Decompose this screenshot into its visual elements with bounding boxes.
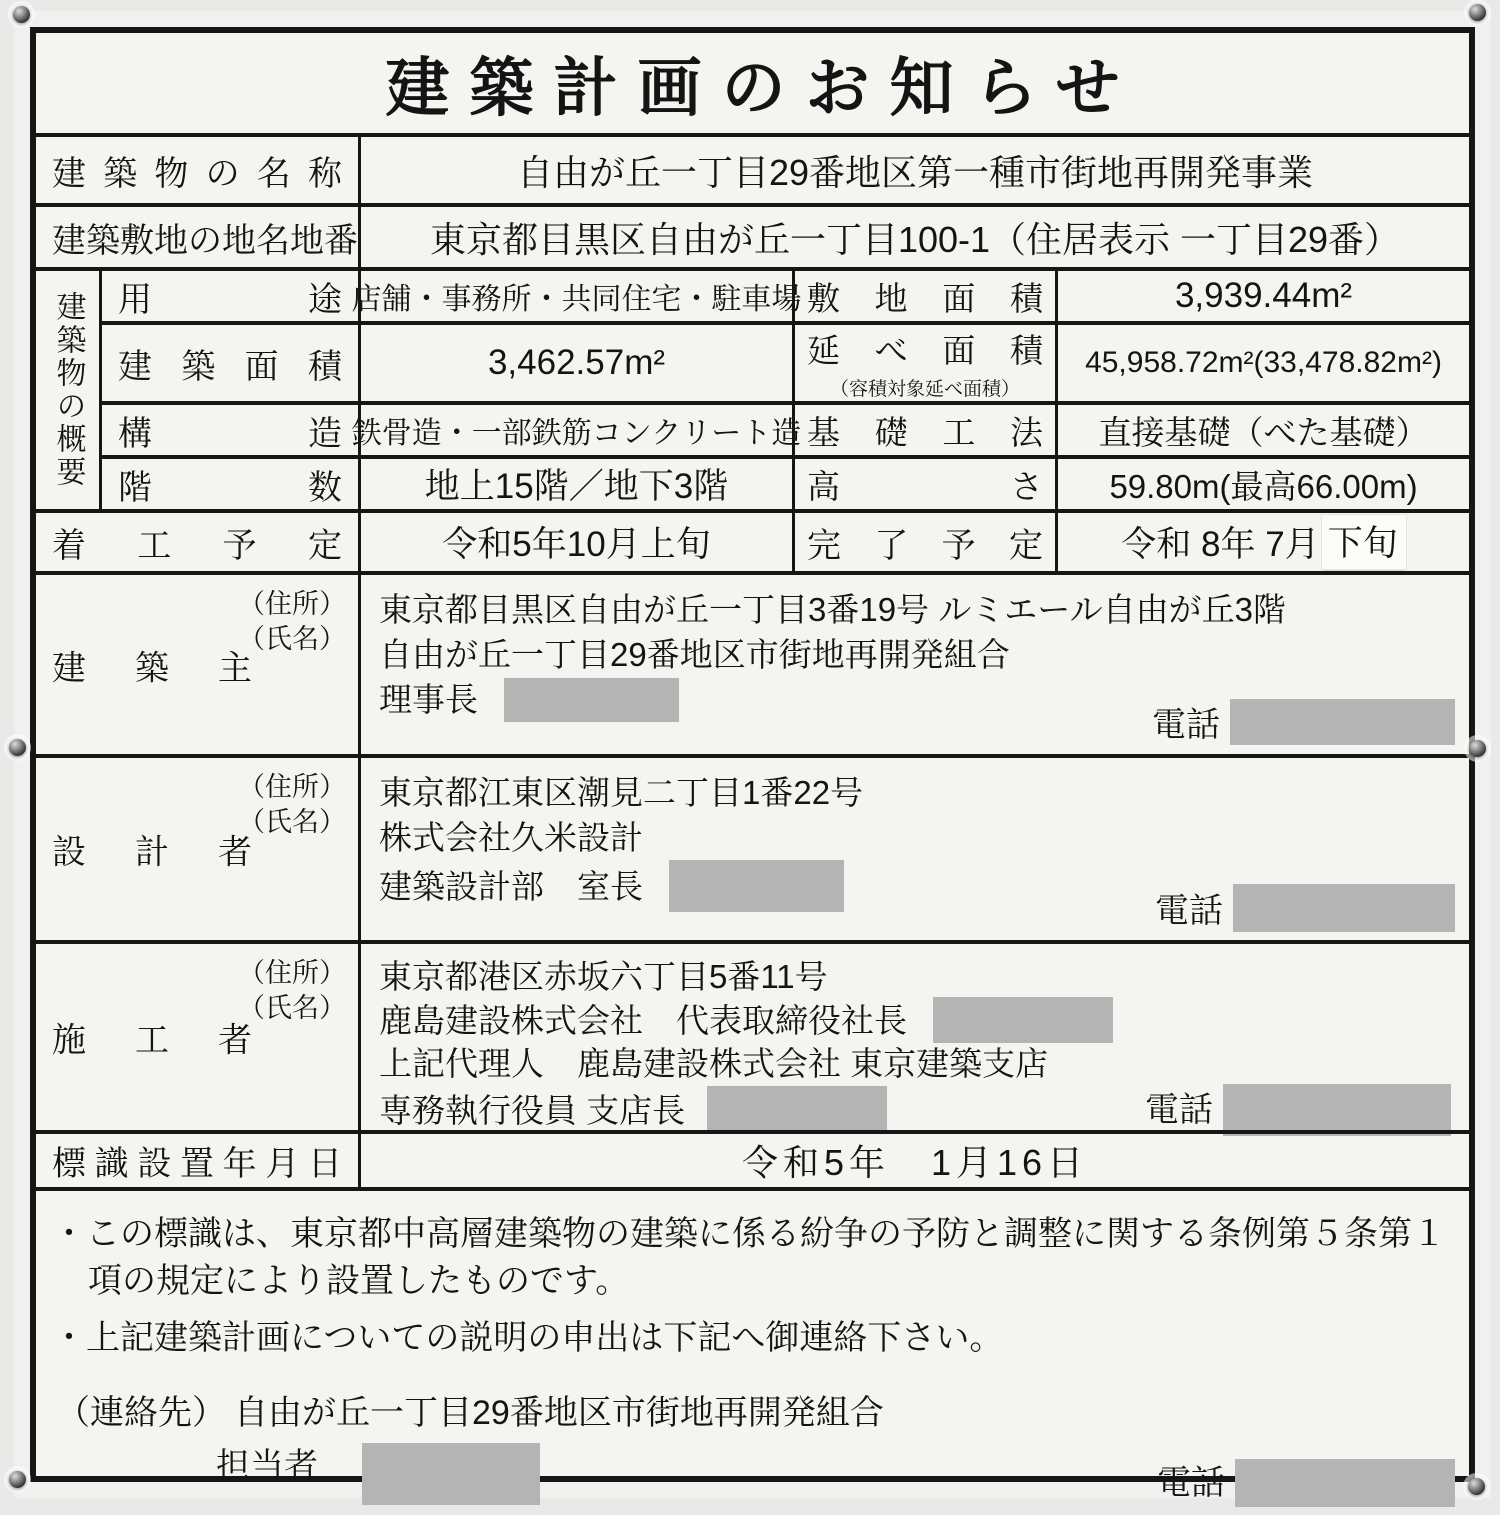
designer-row [36,754,1469,940]
phone-redaction-box [1233,884,1455,932]
contractor-manager-line: 専務執行役員 支店長 電話 [379,1084,1451,1136]
contractor-address-line: 東京都港区赤坂六丁目5番11号 [379,958,828,995]
contractor-name-caption: （氏名） [238,993,346,1023]
building-name-label: 建築物の名称 [52,154,342,193]
screw-icon [9,1471,26,1488]
usage-value: 店舗・事務所・共同住宅・駐車場 [358,271,792,321]
sign-date-label: 標識設置年月日 [52,1145,342,1183]
structure-row [102,401,1469,455]
designer-address-caption: （住所） [238,772,346,802]
note-line-ordinance: ・この標識は、東京都中高層建築物の建築に係る紛争の予防と調整に関する条例第５条第１項の規定により設置したものです。 [52,1215,1446,1300]
redaction-box [933,997,1113,1043]
owner-name-caption: （氏名） [238,624,346,654]
screw-icon [1469,740,1486,757]
designer-details [358,758,1469,940]
screw-icon [13,6,30,23]
owner-address-line: 東京都目黒区自由が丘一丁目3番19号 ルミエール自由が丘3階 [379,591,1286,628]
phone-label: 電話 [1145,1090,1213,1129]
start-date-value: 令和5年10月上旬 [358,513,792,571]
contractor-label: 施工者 [52,1021,252,1060]
total-floor-area-label: 延べ面積 （容積対象延べ面積） [792,325,1055,401]
building-area-row [102,321,1469,401]
schedule-row [36,509,1469,571]
phone-label: 電話 [1155,892,1223,930]
phone-label: 電話 [1157,1463,1225,1502]
building-overview-block [36,267,1469,509]
usage-label: 用途 [118,280,342,319]
owner-org-line: 自由が丘一丁目29番地区市街地再開発組合 [379,636,1010,673]
note-line-inquiry: ・上記建築計画についての説明の申出は下記へ御連絡下さい。 [52,1319,1004,1357]
owner-label-cell [36,575,358,754]
contractor-row [36,940,1469,1130]
completion-period-sticker: 下旬 [1322,515,1406,569]
site-address-label: 建築敷地の地名地番 [52,221,358,260]
owner-title-line: 理事長 [379,677,1451,722]
building-area-label: 建築面積 [118,347,342,386]
designer-name-caption: （氏名） [238,807,346,837]
owner-address-caption: （住所） [238,589,346,619]
building-name-row [36,133,1469,203]
owner-details [358,575,1469,754]
foundation-label: 基礎工法 [792,405,1055,455]
contractor-phone [1145,1084,1451,1136]
floors-row [102,455,1469,509]
height-value: 59.80m(最高66.00m) [1055,459,1469,509]
overview-side-label: 建築物の概要 [51,291,85,489]
designer-label-cell [36,758,358,940]
designer-org-line: 株式会社久米設計 [379,819,643,856]
floors-label: 階数 [118,468,342,507]
notes-section [36,1187,1469,1515]
building-area-value: 3,462.57m² [358,325,792,401]
owner-label: 建築主 [52,649,252,687]
designer-phone [1155,883,1455,932]
sign-date-row [36,1130,1469,1187]
contractor-agent-line: 上記代理人 鹿島建設株式会社 東京建築支店 [379,1045,1049,1082]
screw-icon [9,739,26,756]
start-date-label: 着工予定 [52,526,342,565]
owner-phone [1152,697,1455,746]
redaction-box [669,860,844,912]
foundation-value: 直接基礎（べた基礎） [1055,405,1469,455]
site-address-value: 東京都目黒区自由が丘一丁目100-1（住居表示 一丁目29番） [358,207,1469,267]
screw-icon [1469,4,1486,21]
completion-date-value: 令和 8年 7月 下旬 [1055,513,1469,571]
building-name-value: 自由が丘一丁目29番地区第一種市街地再開発事業 [358,137,1469,203]
total-floor-area-sublabel: （容積対象延べ面積） [829,379,1020,400]
structure-value: 鉄骨造・一部鉄筋コンクリート造 [358,405,792,455]
screw-icon [1468,1478,1485,1495]
contact-person-label: 担当者 [216,1447,318,1485]
redaction-box [707,1086,887,1134]
usage-row [102,271,1469,321]
overview-side-label-cell [36,271,99,509]
phone-redaction-box [1223,1084,1451,1136]
title-row [36,33,1469,133]
sign-date-value: 令和5年 1月16日 [358,1134,1469,1187]
redaction-box [362,1443,540,1505]
designer-label: 設計者 [52,833,252,872]
contractor-president-line: 鹿島建設株式会社 代表取締役社長 [379,997,1451,1043]
contractor-details [358,944,1469,1130]
redaction-box [504,678,679,722]
completion-date-label: 完了予定 [792,513,1055,571]
site-address-row [36,203,1469,267]
site-area-value: 3,939.44m² [1055,271,1469,321]
contact-prefix: （連絡先） [56,1394,226,1432]
total-floor-area-value: 45,958.72m²(33,478.82m²) [1055,325,1469,401]
sign-title: 建築計画のお知らせ [385,52,1140,124]
contact-org: 自由が丘一丁目29番地区市街地再開発組合 [234,1394,884,1432]
floors-value: 地上15階／地下3階 [358,459,792,509]
height-label: 高さ [792,459,1055,509]
contractor-address-caption: （住所） [238,958,346,988]
structure-label: 構造 [118,414,342,453]
construction-notice-sign [30,27,1475,1502]
phone-label: 電話 [1152,706,1220,744]
designer-address-line: 東京都江東区潮見二丁目1番22号 [379,774,864,811]
designer-title-line: 建築設計部 室長 [379,860,1451,912]
contractor-label-cell [36,944,358,1130]
phone-redaction-box [1230,699,1455,745]
owner-row [36,571,1469,754]
site-area-label: 敷地面積 [792,271,1055,321]
